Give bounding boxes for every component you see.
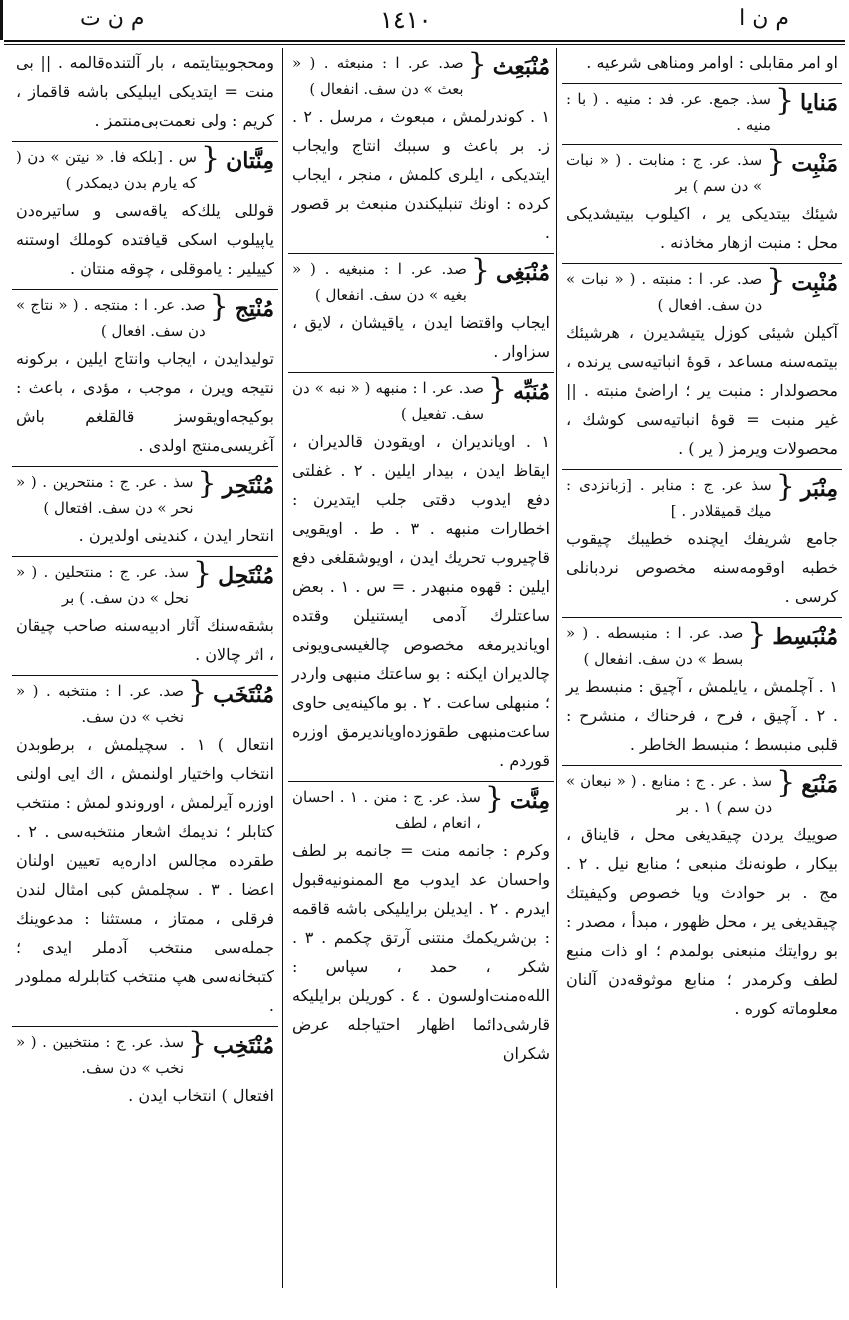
definition: ١ . اویاندیران ، اویقودن قالدیران ، ایقاظ ایدن ، بیدار ایلین . ٢ . غفلتی دفع ایدوب دقتی جلب ایتدیرن : اخطارات منبهه . ٣ . ط . اویقویی قاچیروب تحریك ایدن ، اویوشقلغی دفع ایلین : قهوه منبهدر . = س . ١ . بعض ساعتلرك آدمی ایستنیلن وقتده اویاندیرمغه مخصوص چالغیسی‌ویونی چالدیران ایكنه : بو ساعتك منبهی واردر ؛ منبهلی ساعت . ٢ . بو ماكینه‌یی حاوی ساعت‌منبهی‌ طقوزده‌‌اویاندیرمق اوزره قوردم . (292, 432, 550, 770)
headword: مِنَّت (509, 788, 550, 814)
etymology: س . [بلكه فا. « نیتن » دن ( كه یارم بدن دیمكدر ) (16, 148, 197, 192)
dictionary-entry (288, 373, 554, 782)
page-number: ١٤١٠ (380, 6, 432, 34)
headword: مُنْبِت (791, 270, 838, 296)
dictionary-entry (12, 1027, 278, 1116)
definition: شیئك بیتدیكی یر ، اكیلوب بیتیشدیكی محل : منبت ازهار مخاذنه . (566, 204, 838, 252)
headword: مُنْبَسِط (772, 624, 838, 650)
brace-glyph: { (747, 617, 767, 652)
definition: صوییك یردن چیقدیغی محل ، قایناق ، بیكار ، طونه‌نك منبعی ؛ منابع نیل . ٢ . مج . بر حوادث ویا خصوص وكیفیتك چیقدیغی یر ، محل ظهور ، مبدأ ، مصدر : بو روایتك منبعنی بولمدم ؛ او ذات منبع لطف وكرمدر ؛ منابع موثوقه‌دن آلنان معلوماته كوره . (566, 825, 838, 1018)
dictionary-entry (12, 557, 278, 676)
definition: انتحار ایدن ، كندینی اولدیرن . (78, 526, 274, 545)
etymology: سذ. عر. ج : منابت . ( « نبات » دن سم ) بر (566, 151, 763, 195)
brace-glyph: { (188, 1026, 208, 1061)
headword: مَنایا (800, 90, 838, 116)
brace-glyph: { (484, 781, 504, 816)
definition: افتعال ) انتخاب ایدن . (128, 1086, 274, 1105)
dictionary-columns (6, 48, 842, 1288)
headword: مُنْتَحِل (218, 563, 274, 589)
brace-glyph: { (488, 372, 508, 407)
headword: مُنَبِّه (513, 379, 550, 405)
etymology: صد. عر. ا : منتخبه . ( « نخب » دن سف. (16, 682, 185, 726)
etymology: صد. عر. ا : منبهه ( « نبه » دن سف. تفعیل ) (292, 379, 485, 423)
brace-glyph: { (470, 253, 490, 288)
etymology: صد. عر. ا : منبسطه . ( « بسط » دن سف. انفعال ) (566, 624, 744, 668)
definition: انتعال ) ١ . سچیلمش ، برطوبدن انتخاب واختیار اولنمش ، اك ایی اولنی اوزره آیرلمش ، اوروندو لمش : منتخب كتابلر ؛ ندیمك اشعار منتخبه‌سی . ٢ . طقرده مجالس اداره‌یه تعیین اولنان اعضا . ٣ . سچلمش كبی امثال‌ لندن فرقلی ، ممتاز ، مستثنا : مدعوینك جمله‌سی منتخب آدملر ایدی ؛ كتبخانه‌سی هپ منتخب كتابلرله مملودر . (16, 735, 275, 1015)
definition: قوللی یلك‌كه یاقه‌سی و ساتیره‌دن یاپیلوب اسكی قیافتده كوملك اوستنه كییلیر : یاموقلی ، چوقه منتان . (16, 201, 274, 278)
etymology: سذ. عر. ج : منتخبین . ( « نخب » دن سف. (16, 1033, 185, 1077)
brace-glyph: { (775, 469, 795, 504)
dictionary-entry (288, 782, 554, 1074)
header-right-letters: م ن ا (739, 6, 789, 31)
definition: آكیلن شیئی كوزل یتیشدیرن ، هرشیئك بیتمه‌سنه مساعد ، قوهٔ انباتیه‌سی یرنده ، محصولدار : منبت یر ؛ اراضیٔ منبته . || غیر منبت = قوهٔ انباتیه‌سی كوشك ، محصولات ویرمز ( یر ) . (566, 323, 838, 458)
etymology: صد. عر. ا : منبعثه . ( « بعث » دن سف. انفعال ) (292, 54, 464, 98)
brace-glyph: { (209, 289, 229, 324)
brace-glyph: { (200, 141, 221, 176)
column-right (562, 48, 842, 1288)
brace-glyph: { (192, 556, 213, 591)
headword: مُنْبَغِی (495, 260, 550, 286)
dictionary-entry (12, 142, 278, 290)
headword: مَنْبِت (791, 151, 838, 177)
headword: مُنْبَعِث (492, 54, 550, 80)
continuation-text: او امر مقابلی : اوامر ومناهی شرعیه . (562, 48, 842, 84)
headword: مُنْتَخَب (213, 682, 274, 708)
definition: بشقه‌سنك آثار ادبیه‌سنه صاحب چیقان ، اثر چالان . (16, 616, 274, 664)
brace-glyph: { (188, 675, 208, 710)
etymology: صد. عر. ا : منبغیه . ( « بغیه » دن سف. انفعال ) (292, 260, 467, 304)
headword: مُنْتِج (234, 296, 274, 322)
dictionary-entry (562, 84, 842, 145)
definition: تولیدایدن ، ایجاب وانتاج ایلین ، بركونه نتیجه ویرن ، موجب ، مؤدی ، باعث : بوكیجه‌اویقوسز قالقلغم باش آغریسی‌منتج اولدی . (16, 349, 274, 455)
etymology: سذ عر. ج : منابر . [زبانزدی : میك قمیقلادر . ] (566, 476, 772, 520)
dictionary-entry (12, 676, 278, 1027)
etymology: سذ. جمع. عر. فد : منیه . ( با : منیه . (566, 90, 771, 134)
etymology: سذ . عر . ج : منابع . ( « نبعان » دن سم ) ١ . بر (566, 772, 773, 816)
dictionary-entry (562, 145, 842, 264)
dictionary-entry (562, 264, 842, 470)
dictionary-entry (562, 470, 842, 618)
etymology: سذ. عر. ج : منتحلین . ( « نحل » دن سف. ) بر (16, 563, 189, 607)
definition: ١ . آچلمش ، یایلمش ، آچیق : منبسط یر . ٢ . آچیق ، فرح ، فرحناك ، منشرح : قلبی منبسط ؛ منبسط الخاطر . (566, 677, 838, 754)
dictionary-entry (288, 48, 554, 254)
dictionary-entry (288, 254, 554, 373)
brace-glyph: { (774, 83, 795, 118)
header-rule (4, 40, 845, 42)
header-left-letters: م ن ت (80, 6, 145, 31)
definition: وكرم : جانمه منت = جانمه بر لطف واحسان عد ایدوب مع‌ الممنونیه‌قبول ایدرم . ٢ . ایدیلن برایلیكی باشه قاقمه : بن‌شریكمك منتنی آرتق چكمم . ٣ . شكر ، حمد ، سپاس : الله‌ه‌منت‌اولسون . ٤ . كوریلن برایلیكه قارشی‌دائما اظهار احتیاجله عرض شكران (292, 841, 550, 1063)
etymology: صد. عر. ا : منتجه . ( « نتاج » دن سف. افعال ) (16, 296, 206, 340)
column-left (12, 48, 278, 1288)
definition: ١ . كوندرلمش ، مبعوث ، مرسل . ٢ . ز. بر باعث و سببك انتاج وایجاب ایتدیكی ، ایلری كلمش ، منجر ، ایجاب كرده : اونك تنبلیكندن منبعث بر قصور . (292, 107, 550, 242)
page-edge-mark (0, 0, 3, 40)
definition: جامع شریفك ایچنده خطیبك چیقوب خطبه اوقومه‌سنه مخصوص نردبانلی كرسی . (566, 529, 838, 606)
brace-glyph: { (766, 144, 786, 179)
brace-glyph: { (766, 263, 786, 298)
continuation-text: ومحجوبیتایتمه ، بار آلتنده‌قالمه . || بی منت = ایتدیكی ایبلیكی باشه قاقماز ، كریم : ولی نعمت‌بی‌منتمز . (12, 48, 278, 142)
dictionary-entry (562, 766, 842, 1029)
headword: مِنَّتان (226, 148, 274, 174)
headword: مُنْتَحِر (222, 473, 274, 499)
column-middle (288, 48, 554, 1288)
headword: مَنْبَع (801, 772, 838, 798)
etymology: سذ . عر. ج : منتحرین . ( « نحر » دن سف. افتعال ) (16, 473, 194, 517)
page-header (0, 0, 849, 40)
definition: ایجاب واقتضا ایدن ، یاقیشان ، لایق ، سزاوار . (292, 313, 550, 361)
brace-glyph: { (197, 466, 217, 501)
brace-glyph: { (776, 765, 796, 800)
header-rule-thin (4, 44, 845, 45)
headword: مِنْبَر (800, 476, 838, 502)
dictionary-entry (12, 290, 278, 467)
dictionary-entry (12, 467, 278, 557)
headword: مُنْتَخِب (213, 1033, 274, 1059)
dictionary-entry (562, 618, 842, 766)
etymology: سذ. عر. ج : منن . ١ . احسان ، انعام ، لطف (292, 788, 481, 832)
etymology: صد. عر. ا : منبته . ( « نبات » دن سف. افعال ) (566, 270, 763, 314)
brace-glyph: { (467, 48, 487, 82)
